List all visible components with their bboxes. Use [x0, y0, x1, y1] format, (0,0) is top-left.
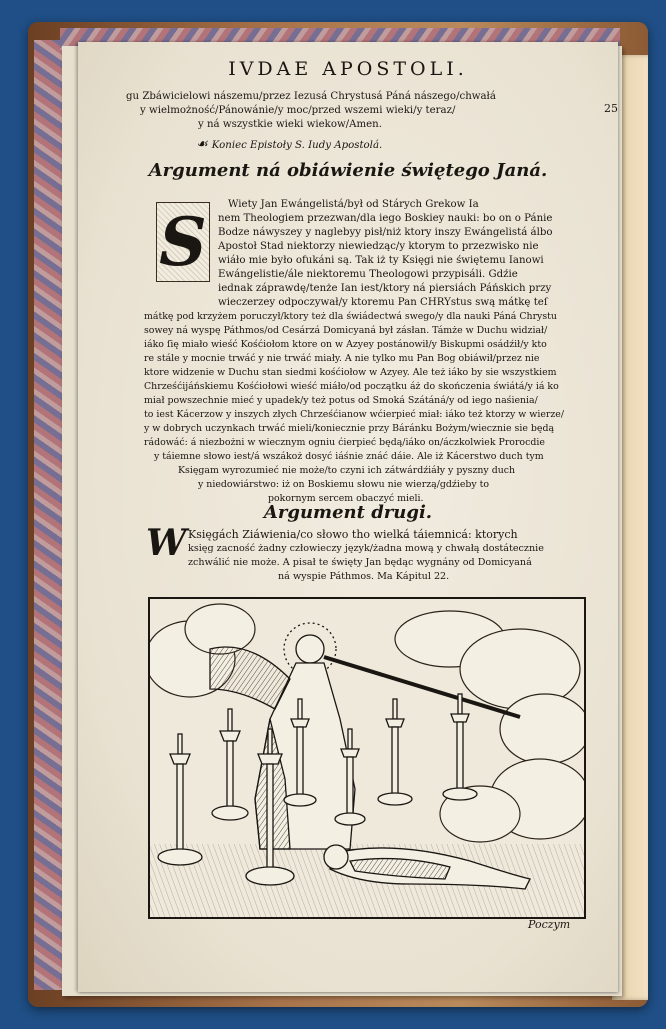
folio-number: 25 [604, 102, 618, 115]
closing-line: gu Zbáwicielowi nászemu/przez Iezusá Chrystusá Páná nászego/chwałá [126, 91, 496, 102]
decorated-initial-s: S [156, 202, 210, 282]
argument-1-line: rádowáć: á niezbożni w wiecznym ogniu ćierpieć będą/iáko on/áczkolwiek Prorocdie [144, 437, 545, 448]
argument-2-line: zchwálić nie może. A pisał te święty Jan będąc wygnány od Domicyaná [188, 557, 532, 568]
argument-1-line: y niedowiárstwo: iż on Boskiemu słowu nie wierzą/gdźieby to [198, 479, 490, 490]
argument-1-line: nem Theologiem przezwan/dla iego Boskiey nauki: bo on o Pánie [218, 213, 553, 224]
argument-1-line: iáko ſię miało wieść Kośćiołom ktore on w Azyey postánowił/y Biskupmi osádźił/y kto [144, 339, 547, 350]
colophon: ☙ Koniec Epistoły S. Iudy Apostolá. [196, 137, 383, 152]
closing-line: y wielmożność/Pánowánie/y moc/przed wszemi wieki/y teraz/ [140, 105, 456, 116]
argument-1-line: Bodze náwyszey y naglebyy pisł/niż ktory inszy Ewángelistá álbo [218, 227, 553, 238]
argument-2-line: księg zacność żadny człowieczy język/żadna mową y chwałą dostátecznie [188, 543, 544, 554]
argument-1-line: to iest Kácerzow y inszych złych Chrześćianow wćierpieć miał: iáko też ktorzy w wierze/ [144, 409, 565, 420]
argument-1-line: wiáło mie było ofukáni są. Tak iż ty Księgi nie świętemu Ianowi [218, 255, 544, 266]
fleuron-icon: ☙ [196, 137, 212, 152]
argument-1-line: Wiety Jan Ewángelistá/był od Stárych Grekow Ia [228, 199, 479, 210]
argument-1-line: ktore widzenie w Duchu stan siedmi kośćiołow w Azyey. Ale też iáko by sie wszystkiem [144, 367, 557, 378]
argument-1-line: Apostoł Stad niektorzy niewiedząc/y ktorym to przezwisko nie [218, 241, 539, 252]
argument-1-line: miał powszechnie mieć y upadek/y też potus od Smoká Szátáná/y od iego naśienia/ [144, 395, 538, 406]
clouds [150, 604, 584, 842]
argument-1-line: y táiemne słowo iest/á wszákoż dosyć iáśnie znáć dáie. Ale iż Kácerstwo duch tym [154, 451, 544, 462]
argument-1-line: mátkę pod krzyżem poruczył/ktory też dla świádectwá swego/y dla nauki Páná Chrystu [144, 311, 557, 322]
argument-1-line: iednak záprawdę/tenże Ian iest/ktory ná piersiách Páńskich przy [218, 283, 552, 294]
argument-1-line: re stále y mocnie trwáć y nie trwáć miały. A nie tylko mu Pan Bog obiáwił/przez nie [144, 353, 540, 364]
argument-1-line: Chrześćijáńskiemu Kośćiołowi wieść miáło/od początku áż do skończenia świátá/y iá ko [144, 381, 559, 392]
argument-1-line: pokornym sercem obaczyć mieli. [268, 493, 424, 504]
argument-2-line: Księgách Ziáwienia/co słowo tho wielká táiemnicá: ktorych [188, 528, 518, 541]
argument-1-line: sowey ná wyspę Páthmos/od Cesárzá Domicyaná był zásłan. Támże w Duchu widział/ [144, 325, 548, 336]
argument-1-line: Księgam wyrozumieć nie może/to czyni ich zátwárdźiáły y pyszny duch [178, 465, 516, 476]
heading-argument-2: Argument drugi. [263, 502, 433, 523]
woodcut-illustration [148, 597, 586, 919]
argument-2-line: ná wyspie Páthmos. Ma Kápitul 22. [278, 571, 450, 582]
closing-line: y ná wszystkie wieki wiekow/Amen. [198, 119, 382, 130]
argument-1-line: Ewángelistie/ále niektoremu Theologowi przypisáli. Gdźie [218, 269, 518, 280]
argument-1-line: y w dobrych uczynkach trwáć mieli/koniecznie przy Báránku Bożym/wiecznie sie będą [144, 423, 555, 434]
decorated-initial-w: W [146, 522, 187, 564]
woodcut-svg [150, 599, 584, 917]
book-page [78, 42, 618, 992]
heading-argument-1: Argument ná obiáwienie świętego Janá. [148, 160, 548, 181]
catchword: Poczym [528, 918, 571, 931]
running-head: IVDAE APOSTOLI. [228, 58, 468, 80]
argument-1-line: wieczerzey odpoczywał/y ktoremu Pan CHRYstus swą mátkę teſ [218, 297, 548, 308]
